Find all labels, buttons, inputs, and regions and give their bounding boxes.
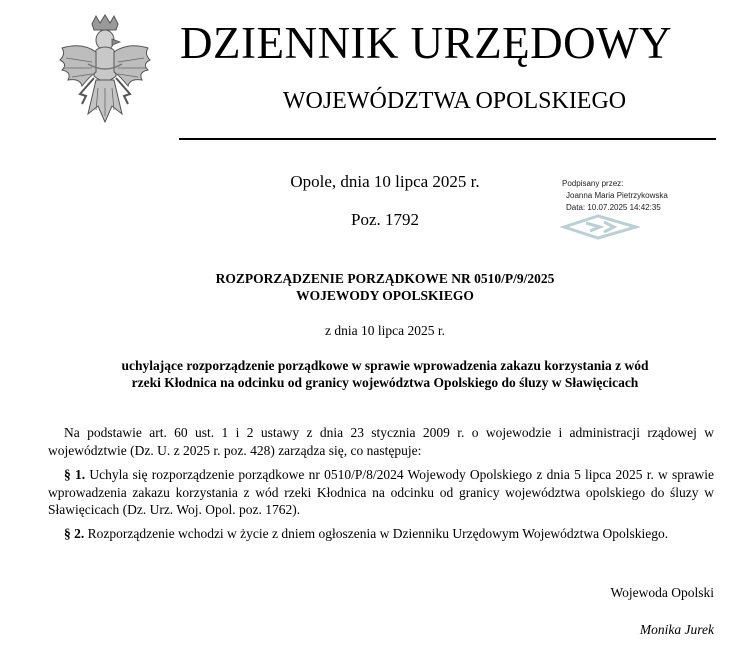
journal-title: DZIENNIK URZĘDOWY xyxy=(180,18,673,68)
section-1-paragraph xyxy=(48,466,714,519)
journal-subtitle: WOJEWÓDZTWA OPOLSKIEGO xyxy=(282,88,627,114)
section-2-paragraph xyxy=(48,525,714,543)
regulation-title xyxy=(40,270,730,304)
digital-signature-mark-icon xyxy=(560,214,640,240)
section-2-text: Rozporządzenie wchodzi w życie z dniem ogłoszenia w Dzienniku Urzędowym Województwa Opolskiego. xyxy=(84,526,669,541)
legal-basis-paragraph: Na podstawie art. 60 ust. 1 i 2 ustawy z dnia 23 stycznia 2009 r. o wojewodzie i administracji rządowej w województwie (Dz. U. z 2025 r. poz. 428) zarządza się, co następuje: xyxy=(48,425,714,458)
regulation-subject-line2: rzeki Kłodnica na odcinku od granicy województwa Opolskiego do śluzy w Sławięcicach xyxy=(131,375,639,390)
polish-eagle-emblem-icon xyxy=(52,14,158,134)
digital-signature-info xyxy=(562,178,722,214)
section-1-text: Uchyla się rozporządzenie porządkowe nr 0510/P/8/2024 Wojewody Opolskiego z dnia 5 lipca 2025 r. w sprawie wprowadzenia zakazu korzystania z wód rzeki Kłodnica na odcinku od granicy województwa opolskiego do śluzy w Sławięcicach (Dz. Urz. Woj. Opol. poz. 1762). xyxy=(48,467,715,517)
signer-name: Monika Jurek xyxy=(639,622,714,637)
publication-place-date: Opole, dnia 10 lipca 2025 r. xyxy=(290,172,480,191)
regulation-date: z dnia 10 lipca 2025 r. xyxy=(325,323,445,338)
regulation-subject-line1: uchylające rozporządzenie porządkowe w sprawie wprowadzenia zakazu korzystania z wód xyxy=(121,358,649,373)
signer-role: Wojewoda Opolski xyxy=(610,585,714,600)
section-2-label: § 2. xyxy=(64,526,85,541)
header-divider xyxy=(179,138,716,140)
signature-date: Data: 10.07.2025 14:42:35 xyxy=(566,203,661,212)
regulation-subject xyxy=(40,357,730,391)
signature-label: Podpisany przez: xyxy=(562,179,624,188)
regulation-title-line2: WOJEWODY OPOLSKIEGO xyxy=(296,288,474,303)
position-number: Poz. 1792 xyxy=(351,210,419,229)
regulation-title-line1: ROZPORZĄDZENIE PORZĄDKOWE NR 0510/P/9/2025 xyxy=(215,271,555,286)
section-1-label: § 1. xyxy=(64,467,86,482)
signature-signer: Joanna Maria Pietrzykowska xyxy=(566,191,668,200)
